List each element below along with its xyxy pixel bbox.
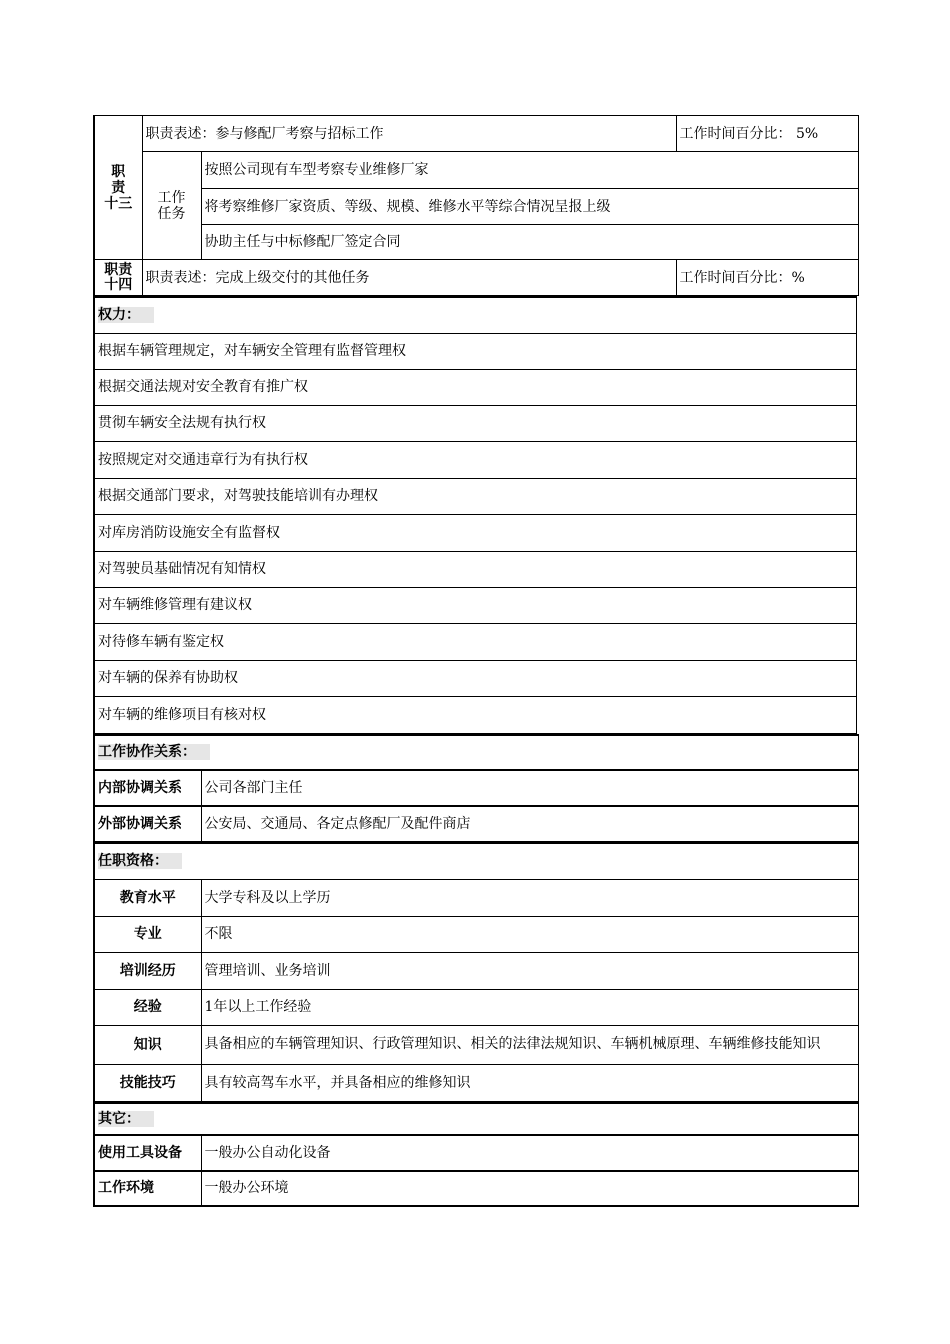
external-relations-label: 外部协调关系 — [94, 806, 201, 842]
power-item: 对车辆维修管理有建议权 — [94, 587, 857, 623]
relations-table — [93, 734, 859, 843]
power-item: 根据车辆管理规定，对车辆安全管理有监督管理权 — [94, 333, 857, 369]
duty-13-task-2: 将考察维修厂家资质、等级、规模、维修水平等综合情况呈报上级 — [201, 189, 858, 225]
internal-relations-label: 内部协调关系 — [94, 770, 201, 806]
external-relations-value: 公安局、交通局、各定点修配厂及配件商店 — [201, 806, 858, 842]
education-value: 大学专科及以上学历 — [201, 879, 858, 916]
duty-13-tasks-label: 工作 任务 — [142, 152, 201, 260]
power-item: 贯彻车辆安全法规有执行权 — [94, 405, 857, 441]
duty-13-statement: 职责表述：参与修配厂考察与招标工作 — [142, 116, 676, 152]
qualifications-table — [93, 842, 859, 1102]
duty-13-percent: 工作时间百分比： 5% — [676, 116, 858, 152]
power-item: 对车辆的维修项目有核对权 — [94, 696, 857, 733]
environment-label: 工作环境 — [94, 1171, 201, 1206]
powers-title: 权力： — [94, 297, 857, 333]
duty-13-task-3: 协助主任与中标修配厂签定合同 — [201, 225, 858, 260]
training-value: 管理培训、业务培训 — [201, 952, 858, 989]
job-description-sheet — [93, 115, 857, 1207]
major-value: 不限 — [201, 916, 858, 952]
other-table — [93, 1102, 859, 1207]
training-label: 培训经历 — [94, 952, 201, 989]
duty-14-statement: 职责表述：完成上级交付的其他任务 — [142, 260, 676, 296]
power-item: 根据交通部门要求，对驾驶技能培训有办理权 — [94, 478, 857, 514]
environment-value: 一般办公环境 — [201, 1171, 858, 1206]
internal-relations-value: 公司各部门主任 — [201, 770, 858, 806]
power-item: 对驾驶员基础情况有知情权 — [94, 551, 857, 587]
qualifications-title: 任职资格： — [94, 843, 858, 879]
tools-value: 一般办公自动化设备 — [201, 1135, 858, 1171]
power-item: 对车辆的保养有协助权 — [94, 660, 857, 696]
education-label: 教育水平 — [94, 879, 201, 916]
relations-title: 工作协作关系： — [94, 735, 858, 770]
duties-table — [93, 115, 859, 296]
tools-label: 使用工具设备 — [94, 1135, 201, 1171]
duty-13-task-1: 按照公司现有车型考察专业维修厂家 — [201, 152, 858, 189]
skills-label: 技能技巧 — [94, 1064, 201, 1101]
power-item: 对待修车辆有鉴定权 — [94, 623, 857, 660]
powers-table — [93, 296, 857, 734]
knowledge-value: 具备相应的车辆管理知识、行政管理知识、相关的法律法规知识、车辆机械原理、车辆维修技能知识 — [201, 1025, 858, 1064]
knowledge-label: 知识 — [94, 1025, 201, 1064]
duty-14-label: 职责 十四 — [94, 260, 142, 296]
power-item: 按照规定对交通违章行为有执行权 — [94, 441, 857, 478]
power-item: 根据交通法规对安全教育有推广权 — [94, 369, 857, 405]
skills-value: 具有较高驾车水平，并具备相应的维修知识 — [201, 1064, 858, 1101]
duty-13-label: 职 责 十三 — [94, 116, 142, 260]
power-item: 对库房消防设施安全有监督权 — [94, 514, 857, 551]
other-title: 其它： — [94, 1103, 858, 1135]
duty-14-percent: 工作时间百分比：% — [676, 260, 858, 296]
experience-label: 经验 — [94, 989, 201, 1025]
major-label: 专业 — [94, 916, 201, 952]
experience-value: 1年以上工作经验 — [201, 989, 858, 1025]
